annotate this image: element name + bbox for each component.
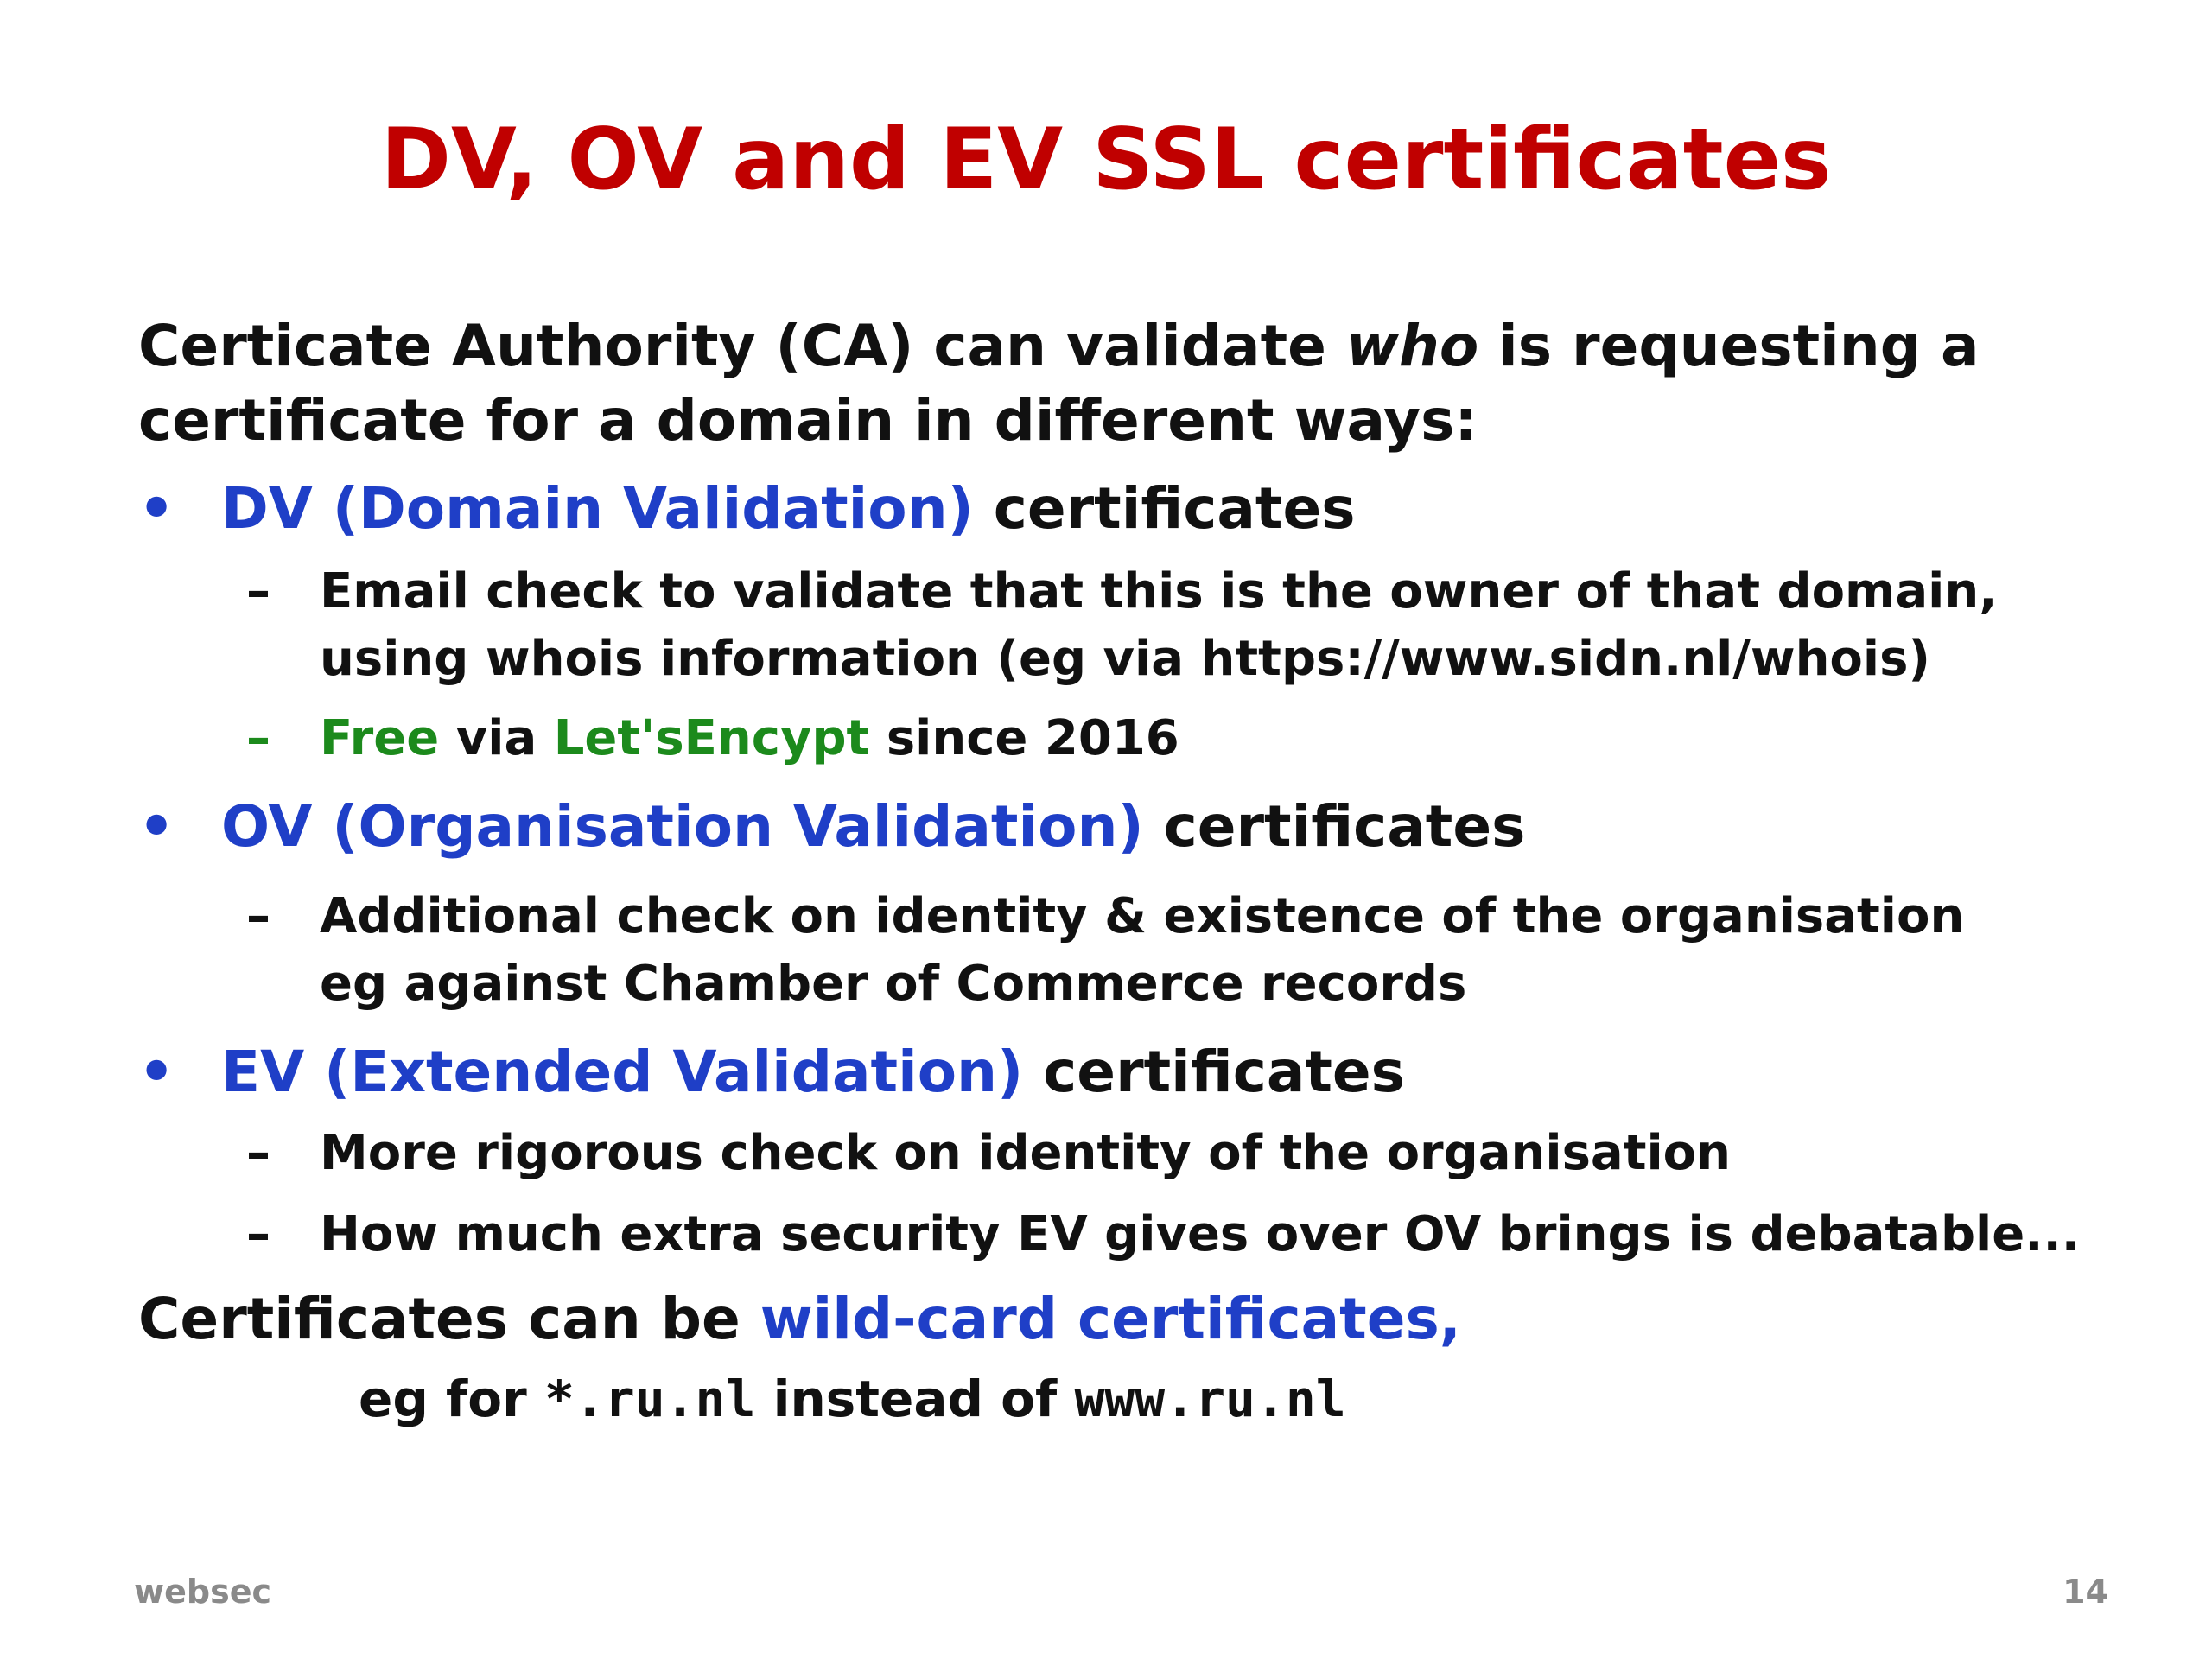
letsencrypt-label: Let'sEncypt <box>553 710 870 766</box>
slide-title: DV, OV and EV SSL certificates <box>380 111 1832 209</box>
bullet-text <box>221 472 1356 546</box>
sub-text-line-2: eg against Chamber of Commerce records <box>320 956 1467 1012</box>
sub-text-line-2: using whois information (eg via https://www.sidn.nl/whois) <box>320 631 1931 687</box>
sub-marker: – <box>246 563 270 620</box>
wildcard-highlight: wild-card certificates, <box>760 1286 1461 1352</box>
sub-text: More rigorous check on identity of the organisation <box>320 1125 1732 1181</box>
code-wildcard-domain: *.ru.nl <box>543 1370 756 1428</box>
bullet-marker: • <box>138 793 175 860</box>
sub-text-line-1: Email check to validate that this is the owner of that domain, <box>320 563 1998 620</box>
footer-course-label: websec <box>134 1573 271 1611</box>
intro-line-1 <box>138 309 1980 384</box>
free-label: Free <box>320 710 440 766</box>
sub-marker: – <box>246 710 270 766</box>
wildcard-example <box>359 1365 1346 1433</box>
sub-marker: – <box>246 1206 270 1262</box>
bullet-rest: certificates <box>973 475 1356 542</box>
intro-emphasis: who <box>1345 313 1479 379</box>
page-number: 14 <box>2063 1573 2108 1611</box>
sub-text <box>320 705 1179 772</box>
bullet-marker: • <box>138 1039 175 1105</box>
sub-text: How much extra security EV gives over OV brings is debatable... <box>320 1206 2081 1262</box>
bullet-label-dv: DV (Domain Validation) <box>221 475 974 542</box>
bullet-label-ov: OV (Organisation Validation) <box>221 793 1144 860</box>
eg-text: eg for <box>359 1370 544 1428</box>
bullet-text <box>221 1035 1405 1109</box>
bullet-marker: • <box>138 475 175 542</box>
wildcard-line <box>138 1282 1461 1357</box>
intro-line-2: certificate for a domain in different ways: <box>138 387 1478 454</box>
code-www-domain: www.ru.nl <box>1074 1370 1346 1428</box>
wildcard-text: Certificates can be <box>138 1286 760 1352</box>
bullet-label-ev: EV (Extended Validation) <box>221 1039 1024 1105</box>
sub-text-line-1: Additional check on identity & existence of the organisation <box>320 888 1965 944</box>
bullet-rest: certificates <box>1023 1039 1405 1105</box>
instead-text: instead of <box>755 1370 1075 1428</box>
bullet-rest: certificates <box>1143 793 1526 860</box>
since-text: since 2016 <box>869 710 1179 766</box>
bullet-text <box>221 790 1525 864</box>
intro-text-a: Certicate Authority (CA) can validate <box>138 313 1346 379</box>
intro-text-b: is requesting a <box>1478 313 1980 379</box>
sub-marker: – <box>246 1125 270 1181</box>
sub-marker: – <box>246 888 270 944</box>
via-text: via <box>439 710 554 766</box>
